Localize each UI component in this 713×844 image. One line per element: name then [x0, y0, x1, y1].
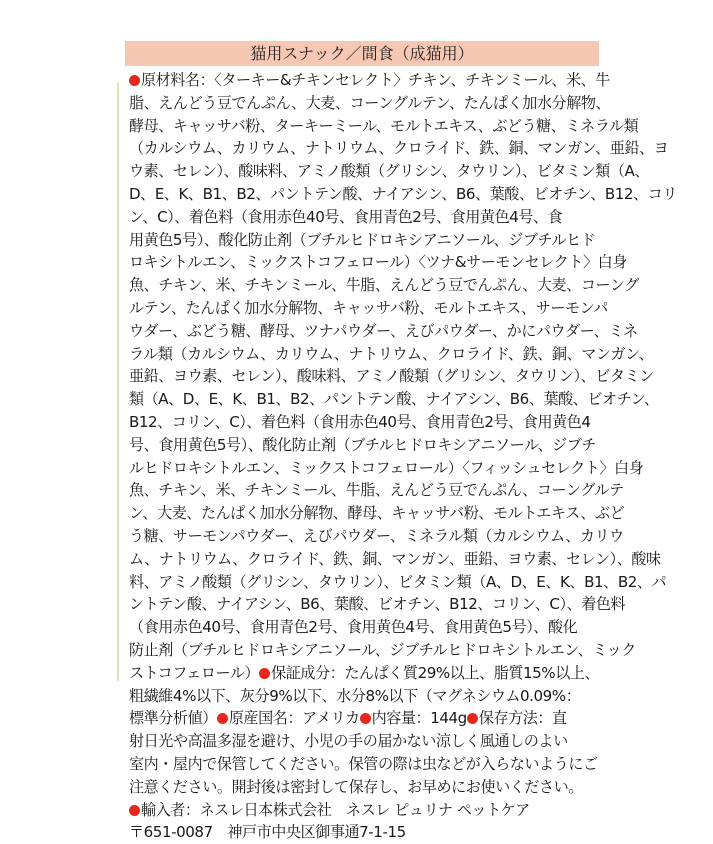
- ingredients-line: ントテン酸、ナイアシン、B6、葉酸、ビオチン、B12、コリン、C）、着色料: [129, 595, 626, 614]
- ingredients-line: ロキシトルエン、ミックストコフェロール）〈ツナ&サーモンセレクト〉白身: [129, 253, 627, 272]
- ingredients-line: 料、アミノ酸類（グリシン、タウリン）、ビタミン類（A、D、E、K、B1、B2、パ: [129, 572, 667, 591]
- ingredients-line: D、E、K、B1、B2、パントテン酸、ナイアシン、B6、葉酸、ビオチン、B12、コリ: [129, 184, 677, 203]
- ingredients-line: 魚、チキン、米、チキンミール、牛脂、えんどう豆でんぷん、大麦、コーング: [129, 276, 639, 295]
- ingredients-guarantee-line: ストコフェロール） 保証成分：たんぱく質29%以上、脂質15%以上、: [129, 663, 600, 682]
- ingredients-line: ラル類（カルシウム、カリウム、ナトリウム、クロライド、鉄、銅、マンガン、: [129, 344, 654, 363]
- storage-line: 注意ください。開封後は密封して保存し、お早めにお使いください。: [129, 777, 583, 796]
- bullet-dot-icon: [129, 75, 140, 86]
- ingredients-line: 防止剤（ブチルヒドロキシアニソール、ジブチルヒドロキシトルエン、ミック: [129, 640, 636, 659]
- bullet-dot-icon: [467, 713, 478, 724]
- ingredient-label: [117, 41, 677, 842]
- ingredients-line: ン、大麦、たんぱく加水分解物、酵母、キャッサバ粉、モルトエキス、ぶど: [129, 504, 625, 523]
- ingredients-line-1: 原材料名：〈ターキー&チキンセレクト〉チキン、チキンミール、米、牛: [129, 69, 602, 92]
- side-rule: [117, 83, 119, 681]
- ingredients-line: ルテン、たんぱく加水分解物、キャッサバ粉、モルトエキス、サーモンパ: [129, 298, 608, 317]
- bullet-dot-icon: [129, 805, 140, 816]
- ingredients-line: ン、C）、着色料（食用赤色40号、食用青色2号、食用黄色4号、食: [129, 207, 563, 226]
- address-line: 〒651-0087 神戸市中央区御事通7-1-15: [129, 823, 406, 842]
- label-body: [129, 69, 677, 844]
- bullet-dot-icon: [360, 713, 371, 724]
- ingredients-line: 亜鉛、ヨウ素、セレン）、酸味料、アミノ酸類（グリシン、タウリン）、ビタミン: [129, 367, 654, 386]
- ingredients-line: う糖、サーモンパウダー、えびパウダー、ミネラル類（カルシウム、カリウ: [129, 526, 624, 545]
- bullet-dot-icon: [217, 713, 228, 724]
- product-category-title: 猫用スナック／間食（成猫用）: [250, 44, 474, 63]
- bullet-dot-icon: [259, 668, 270, 679]
- ingredients-line: 魚、チキン、米、チキンミール、牛脂、えんどう豆でんぷん、コーングルテ: [129, 481, 624, 500]
- ingredients-line: B12、コリン、C）、着色料（食用赤色40号、食用青色2号、食用黄色4: [129, 412, 591, 431]
- storage-text: 保存方法：直: [478, 709, 567, 728]
- ingredients-line: 号、食用黄色5号）、酸化防止剤（ブチルヒドロキシアニソール、ジブチ: [129, 435, 597, 454]
- ingredients-line: 脂、えんどう豆でんぷん、大麦、コーングルテン、たんぱく加水分解物、: [129, 93, 611, 112]
- importer-line: 輸入者：ネスレ日本株式会社 ネスレ ピュリナ ペットケア: [129, 799, 602, 822]
- ingredients-line: ルヒドロキシトルエン、ミックストコフェロール）〈フィッシュセレクト〉白身: [129, 458, 644, 477]
- product-category-header: [125, 41, 599, 66]
- ingredients-line: 類（A、D、E、K、B1、B2、パントテン酸、ナイアシン、B6、葉酸、ビオチン、: [129, 390, 659, 409]
- content-text: 内容量：144g: [371, 709, 467, 728]
- origin-content-storage-line: 標準分析値） 原産国名：アメリカ 内容量：144g 保存方法：直: [129, 709, 567, 728]
- ingredients-line: （食用赤色40号、食用青色2号、食用黄色4号、食用黄色5号）、酸化: [129, 618, 578, 637]
- ingredients-line: 酵母、キャッサバ粉、ターキーミール、モルトエキス、ぶどう糖、ミネラル類: [129, 116, 639, 135]
- guarantee-text: 保証成分：たんぱく質29%以上、脂質15%以上、: [271, 663, 600, 682]
- ingredients-line: 用黄色5号）、酸化防止剤（ブチルヒドロキシアニソール、ジブチルヒド: [129, 230, 596, 249]
- ingredients-line: ム、ナトリウム、クロライド、鉄、銅、マンガン、亜鉛、ヨウ素、セレン）、酸味: [129, 549, 661, 568]
- ingredients-line: ウダー、ぶどう糖、酵母、ツナパウダー、えびパウダー、かにパウダー、ミネ: [129, 321, 638, 340]
- ingredients-line: ウ素、セレン）、酸味料、アミノ酸類（グリシン、タウリン）、ビタミン類（A、: [129, 162, 649, 181]
- ingredients-line: （カルシウム、カリウム、ナトリウム、クロライド、鉄、銅、マンガン、亜鉛、ヨ: [129, 139, 669, 158]
- storage-line: 室内・屋内で保管してください。保管の際は虫などが入らないようにご: [129, 754, 598, 773]
- origin-text: 原産国名：アメリカ: [228, 709, 360, 728]
- guarantee-line: 粗繊維4%以下、灰分9%以下、水分8%以下（マグネシウム0.09%：: [129, 686, 581, 705]
- storage-line: 射日光や高温多湿を避け、小児の手の届かない涼しく風通しのよい: [129, 732, 568, 751]
